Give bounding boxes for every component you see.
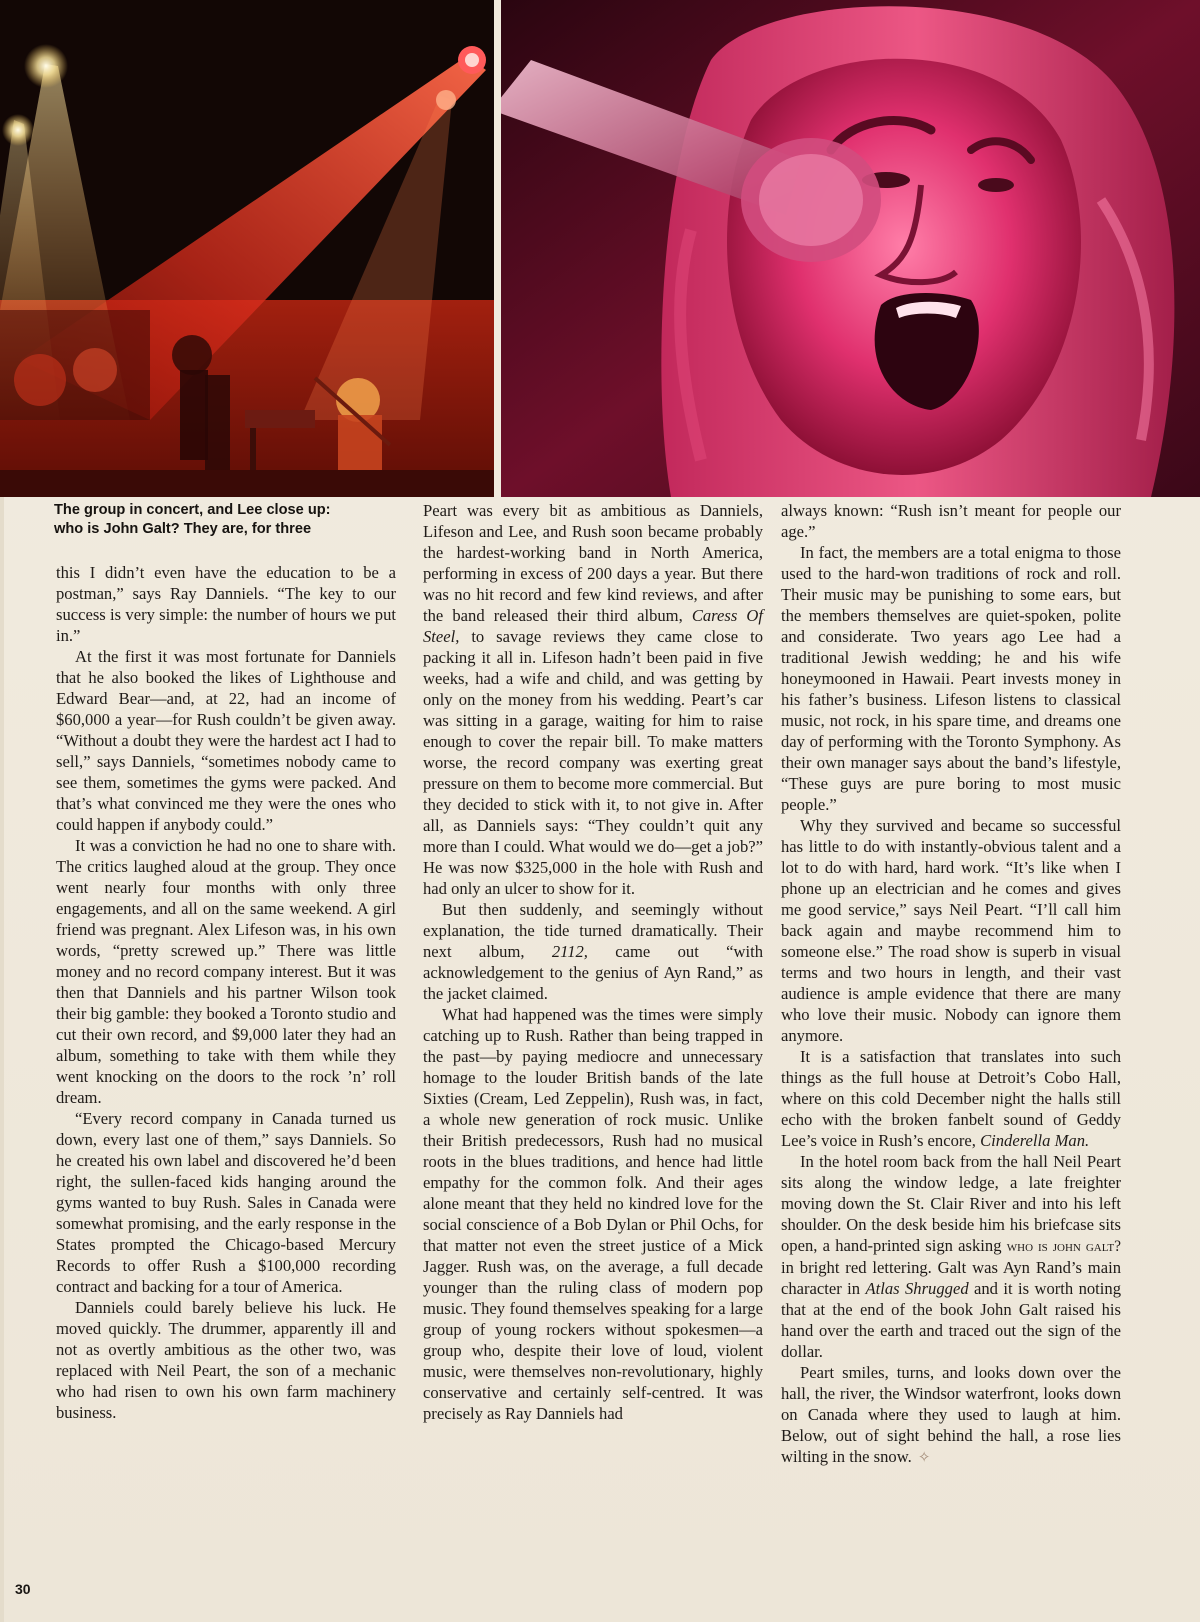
photo-gutter (494, 0, 501, 497)
singer-closeup-illustration (501, 0, 1200, 497)
concert-stage-illustration (0, 0, 494, 497)
article-column-2 (423, 500, 763, 1424)
paragraph (423, 500, 763, 899)
text-run: and it is worth noting that at the end of the book John Galt raised his hand over the earth and traced out the sign of the dollar. (781, 1279, 1121, 1361)
photo-caption (54, 501, 414, 539)
paragraph: “Every record company in Canada turned us down, every last one of them,” says Danniels. So he created his own label and discovered he’d been right, the sullen-faced kids hanging around the gyms wanted to buy Rush. Sales in Canada were somewhat promising, and the early response in the States prompted the Chicago-based Mercury Records to offer Rush a $100,000 recording contract and backing for a tour of America. (56, 1109, 396, 1296)
caption-line-1: The group in concert, and Lee close up: (54, 502, 331, 518)
article-column-1 (56, 562, 396, 1423)
page-number: 30 (15, 1581, 31, 1597)
book-title: Atlas Shrugged (865, 1279, 969, 1298)
text-run: came out “with acknowledgement to the genius of Ayn Rand,” as the jacket claimed. (423, 942, 763, 1003)
caption-line-2: who is John Galt? They are, for three (54, 521, 312, 537)
paragraph: Danniels could barely believe his luck. He moved quickly. The drummer, apparently ill and not as overtly ambitious as the other two, was replaced with Neil Peart, the son of a mechanic who had risen to own his own farm machinery business. (56, 1298, 396, 1422)
text-run: But then suddenly, and seemingly without explanation, the tide turned dramatically. Their next album, (423, 900, 763, 961)
text-run: Peart smiles, turns, and looks down over the hall, the river, the Windsor waterfront, looks down on Canada where they used to laugh at him. Below, out of sight behind the hall, a rose lies wilting in the snow. (781, 1363, 1121, 1466)
song-title: Cinderella Man. (980, 1131, 1090, 1150)
text-run: in bright red lettering. Galt was Ayn Rand’s main character in (781, 1258, 1121, 1298)
paragraph: At the first it was most fortunate for Danniels that he also booked the likes of Lighthouse and Edward Bear—and, at 22, had an income of $60,000 a year—for Rush couldn’t be given away. “Without a doubt they were the hardest act I had to sell,” says Danniels, “sometimes nobody came to see them, sometimes the gyms were packed. And that’s what convinced me they were the ones who could happen if anybody could.” (56, 647, 396, 834)
paragraph: What had happened was the times were simply catching up to Rush. Rather than being trapped in the past—by paying mediocre and unnecessary homage to the louder British bands of the late Sixties (Cream, Led Zeppelin), Rush was, in fact, a whole new generation of rock music. Unlike their British predecessors, Rush had no musical roots in the blues traditions, and hence had little empathy for the common folk. And their ages alone meant that they held no kindred love for the social conscience of a Bob Dylan or Phil Ochs, for that matter not even the street justice of a Mick Jagger. Rush was, on the average, a full decade younger than the ruling class of modern pop music. They found themselves speaking for a large group of young rockers without spokesmen—a group who, despite their love of loud, violent music, were themselves non-revolutionary, highly conservative and certainly self-centred. It was precisely as Ray Danniels had (423, 1005, 763, 1423)
album-title: Caress Of Steel, (423, 606, 763, 646)
paragraph: In fact, the members are a total enigma to those used to the hard-won traditions of rock and roll. Their music may be punishing to some ears, but the members themselves are quiet-spoken, polite and considerate. Two years ago Lee had a traditional Jewish wedding; he and his wife honeymooned in Hawaii. Peart invests money in his father’s business. Lifeson listens to classical music, not rock, in his spare time, and dreams one day of performing with the Toronto Symphony. As their own manager says about the band’s lifestyle, “These guys are pure boring to most music people.” (781, 543, 1121, 814)
text-run: It is a satisfaction that translates into such things as the full house at Detroit’s Cobo Hall, where on this cold December night the halls still echo with the broken fanbelt sound of Geddy Lee’s voice in Rush’s encore, (781, 1047, 1121, 1150)
article-column-3 (781, 500, 1121, 1469)
paragraph: It was a conviction he had no one to share with. The critics laughed aloud at the group. They once went nearly four months with only three engagements, and all on the same weekend. A girl friend was pregnant. Alex Lifeson was, in his own words, “pretty screwed up.” There was little money and no record company interest. But it was then that Danniels and his partner Wilson took their big gamble: they booked a Toronto studio and cut their own record, and $9,000 later they had an album, something to take with them while they went knocking on the doors to the rock ’n’ roll dream. (56, 836, 396, 1107)
paragraph (781, 1362, 1121, 1469)
paragraph: always known: “Rush isn’t meant for people our age.” (781, 501, 1121, 541)
paragraph (781, 1151, 1121, 1362)
sign-text: who is john galt? (1006, 1238, 1122, 1255)
paragraph: this I didn’t even have the education to be a postman,” says Ray Danniels. “The key to our success is very simple: the number of hours we put in.” (56, 563, 396, 645)
end-mark-icon: ✧ (917, 1450, 931, 1466)
paragraph: Why they survived and became so successful has little to do with instantly-obvious talent and a lot to do with hard, hard work. “It’s like when I phone up an electrician and he comes and gives me good service,” says Neil Peart. “I’ll call him back again and maybe recommend him to someone else.” The road show is superb in visual terms and two hours in length, and their vast audience is ample evidence that there are many who love their music. Nobody can ignore them anymore. (781, 816, 1121, 1045)
paragraph (423, 899, 763, 1004)
text-run: In the hotel room back from the hall Neil Peart sits along the window ledge, a late freighter moving down the St. Clair River and into his left shoulder. On the desk beside him his briefcase sits open, a hand-printed sign asking (781, 1152, 1121, 1255)
concert-stage-photo (0, 0, 494, 497)
text-run: Peart was every bit as ambitious as Danniels, Lifeson and Lee, and Rush soon became probably the hardest-working band in North America, performing in excess of 200 days a year. But there was no hit record and few kind reviews, and after the band released their third album, (423, 501, 763, 625)
album-title: 2112, (551, 942, 588, 961)
text-run: to savage reviews they came close to packing it all in. Lifeson hadn’t been paid in five weeks, had a wife and child, and was getting by only on the money from his wedding. Peart’s car was sitting in a garage, waiting for him to raise enough to cover the repair bill. To make matters worse, the record company was exerting great pressure on them to become more commercial. But they decided to stick with it, to not give in. After all, as Danniels says: “They couldn’t quit any more than I could. What would we do—get a job?” He was now $325,000 in the hole with Rush and had only an ulcer to show for it. (423, 627, 763, 898)
paragraph (781, 1046, 1121, 1151)
singer-closeup-photo (501, 0, 1200, 497)
